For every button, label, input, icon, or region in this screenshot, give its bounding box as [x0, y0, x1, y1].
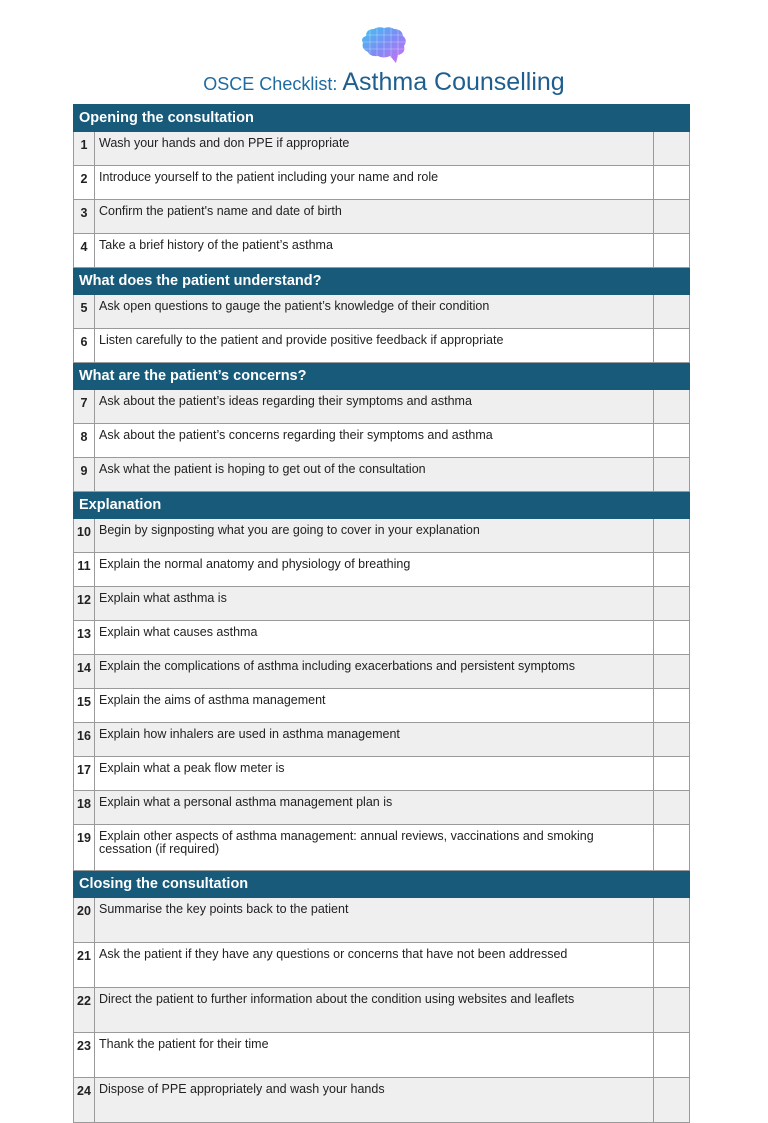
score-box[interactable]: [653, 898, 689, 943]
item-text: Begin by signposting what you are going to cover in your explanation: [95, 519, 654, 553]
item-text: Wash your hands and don PPE if appropriate: [95, 132, 654, 166]
score-box[interactable]: [653, 390, 689, 424]
section-header: [74, 363, 690, 390]
score-box[interactable]: [653, 234, 689, 268]
page-title: [0, 68, 768, 97]
section-title: Closing the consultation: [74, 871, 690, 898]
item-number: 4: [74, 234, 95, 268]
checklist-row: [74, 519, 690, 553]
item-number: 19: [74, 825, 95, 871]
item-text: Summarise the key points back to the patient: [95, 898, 654, 943]
checklist-row: [74, 757, 690, 791]
score-box[interactable]: [653, 791, 689, 825]
section-header: [74, 105, 690, 132]
item-number: 6: [74, 329, 95, 363]
section-header: [74, 871, 690, 898]
score-box[interactable]: [653, 655, 689, 689]
checklist-table: [73, 104, 690, 1123]
score-box[interactable]: [653, 553, 689, 587]
item-text: Explain what a personal asthma management plan is: [95, 791, 654, 825]
item-text: Take a brief history of the patient’s asthma: [95, 234, 654, 268]
score-box[interactable]: [653, 757, 689, 791]
item-number: 21: [74, 943, 95, 988]
score-box[interactable]: [653, 132, 689, 166]
item-text: Ask the patient if they have any questions or concerns that have not been addressed: [95, 943, 654, 988]
item-text: Explain other aspects of asthma management: annual reviews, vaccinations and smoking cessation (if required): [95, 825, 654, 871]
item-text: Thank the patient for their time: [95, 1033, 654, 1078]
score-box[interactable]: [653, 943, 689, 988]
item-number: 11: [74, 553, 95, 587]
score-box[interactable]: [653, 621, 689, 655]
item-number: 10: [74, 519, 95, 553]
score-box[interactable]: [653, 424, 689, 458]
item-text: Direct the patient to further information about the condition using websites and leaflets: [95, 988, 654, 1033]
item-number: 18: [74, 791, 95, 825]
item-text: Explain what asthma is: [95, 587, 654, 621]
item-number: 22: [74, 988, 95, 1033]
item-number: 23: [74, 1033, 95, 1078]
item-text: Confirm the patient's name and date of birth: [95, 200, 654, 234]
checklist-row: [74, 988, 690, 1033]
checklist-row: [74, 587, 690, 621]
item-number: 7: [74, 390, 95, 424]
item-number: 3: [74, 200, 95, 234]
section-title: Opening the consultation: [74, 105, 690, 132]
checklist-row: [74, 329, 690, 363]
checklist-row: [74, 943, 690, 988]
checklist-row: [74, 621, 690, 655]
score-box[interactable]: [653, 295, 689, 329]
score-box[interactable]: [653, 587, 689, 621]
item-text: Dispose of PPE appropriately and wash your hands: [95, 1078, 654, 1123]
checklist-row: [74, 295, 690, 329]
item-number: 8: [74, 424, 95, 458]
item-number: 24: [74, 1078, 95, 1123]
score-box[interactable]: [653, 200, 689, 234]
item-text: Ask what the patient is hoping to get out of the consultation: [95, 458, 654, 492]
item-text: Explain the normal anatomy and physiology of breathing: [95, 553, 654, 587]
section-header: [74, 268, 690, 295]
score-box[interactable]: [653, 988, 689, 1033]
item-text: Explain how inhalers are used in asthma management: [95, 723, 654, 757]
score-box[interactable]: [653, 689, 689, 723]
checklist-row: [74, 132, 690, 166]
item-number: 5: [74, 295, 95, 329]
checklist-row: [74, 825, 690, 871]
item-number: 15: [74, 689, 95, 723]
section-title: What does the patient understand?: [74, 268, 690, 295]
brain-icon: [360, 26, 408, 64]
item-text: Explain what causes asthma: [95, 621, 654, 655]
item-number: 13: [74, 621, 95, 655]
item-text: Ask about the patient’s ideas regarding their symptoms and asthma: [95, 390, 654, 424]
item-text: Listen carefully to the patient and provide positive feedback if appropriate: [95, 329, 654, 363]
checklist-row: [74, 689, 690, 723]
checklist-row: [74, 166, 690, 200]
item-number: 16: [74, 723, 95, 757]
checklist-row: [74, 553, 690, 587]
item-number: 20: [74, 898, 95, 943]
section-title: What are the patient’s concerns?: [74, 363, 690, 390]
section-title: Explanation: [74, 492, 690, 519]
title-main: Asthma Counselling: [342, 68, 565, 96]
item-number: 2: [74, 166, 95, 200]
item-number: 1: [74, 132, 95, 166]
checklist-row: [74, 723, 690, 757]
item-number: 9: [74, 458, 95, 492]
checklist-row: [74, 424, 690, 458]
item-text: Explain the complications of asthma including exacerbations and persistent symptoms: [95, 655, 654, 689]
item-text: Introduce yourself to the patient including your name and role: [95, 166, 654, 200]
score-box[interactable]: [653, 166, 689, 200]
section-header: [74, 492, 690, 519]
checklist-row: [74, 1033, 690, 1078]
item-text: Ask about the patient’s concerns regarding their symptoms and asthma: [95, 424, 654, 458]
item-text: Ask open questions to gauge the patient’s knowledge of their condition: [95, 295, 654, 329]
checklist-row: [74, 655, 690, 689]
checklist-row: [74, 458, 690, 492]
score-box[interactable]: [653, 1078, 689, 1123]
score-box[interactable]: [653, 519, 689, 553]
score-box[interactable]: [653, 329, 689, 363]
checklist-row: [74, 390, 690, 424]
checklist-row: [74, 234, 690, 268]
score-box[interactable]: [653, 723, 689, 757]
checklist-row: [74, 1078, 690, 1123]
item-number: 17: [74, 757, 95, 791]
score-box[interactable]: [653, 825, 689, 871]
item-text: Explain what a peak flow meter is: [95, 757, 654, 791]
item-number: 14: [74, 655, 95, 689]
title-prefix: OSCE Checklist:: [203, 74, 343, 94]
checklist-row: [74, 791, 690, 825]
checklist-row: [74, 898, 690, 943]
score-box[interactable]: [653, 458, 689, 492]
item-number: 12: [74, 587, 95, 621]
score-box[interactable]: [653, 1033, 689, 1078]
item-text: Explain the aims of asthma management: [95, 689, 654, 723]
checklist-row: [74, 200, 690, 234]
